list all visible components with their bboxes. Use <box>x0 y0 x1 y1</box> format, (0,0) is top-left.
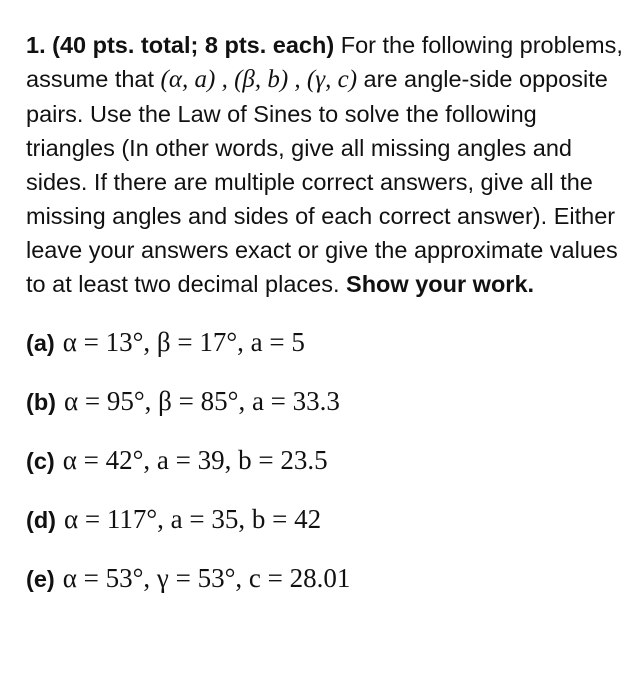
problem-page <box>26 28 626 622</box>
part-label: (e) <box>26 566 55 592</box>
part-expression: α = 117°, a = 35, b = 42 <box>64 504 322 534</box>
part-expression: α = 13°, β = 17°, a = 5 <box>62 327 305 357</box>
part-label: (c) <box>26 448 55 474</box>
part-expression: α = 95°, β = 85°, a = 33.3 <box>64 386 340 416</box>
part-e <box>26 563 626 622</box>
part-label: (d) <box>26 507 57 533</box>
part-expression: α = 42°, a = 39, b = 23.5 <box>62 445 328 475</box>
problem-heading: 1. (40 pts. total; 8 pts. each) <box>26 32 335 58</box>
problem-text-2: are angle-side opposite pairs. Use the Law of Sines to solve the following triangles (In other words, give all missing angles and sides. If there are multiple correct answers, give all the missing angles and sides of each correct answer). Either leave your answers exact or give the approximate values to at least two decimal places. <box>26 66 618 297</box>
part-expression: α = 53°, γ = 53°, c = 28.01 <box>62 563 351 593</box>
part-label: (b) <box>26 389 57 415</box>
part-a <box>26 327 626 386</box>
part-d <box>26 504 626 563</box>
problem-statement <box>26 28 626 301</box>
show-work-note: Show your work. <box>346 271 535 297</box>
problem-parts <box>26 327 626 622</box>
part-c <box>26 445 626 504</box>
angle-side-pairs: (α, a) , (β, b) , (γ, c) <box>160 66 358 93</box>
problem-text-1: For the following problems, assume that <box>26 32 623 92</box>
part-b <box>26 386 626 445</box>
part-label: (a) <box>26 330 55 356</box>
